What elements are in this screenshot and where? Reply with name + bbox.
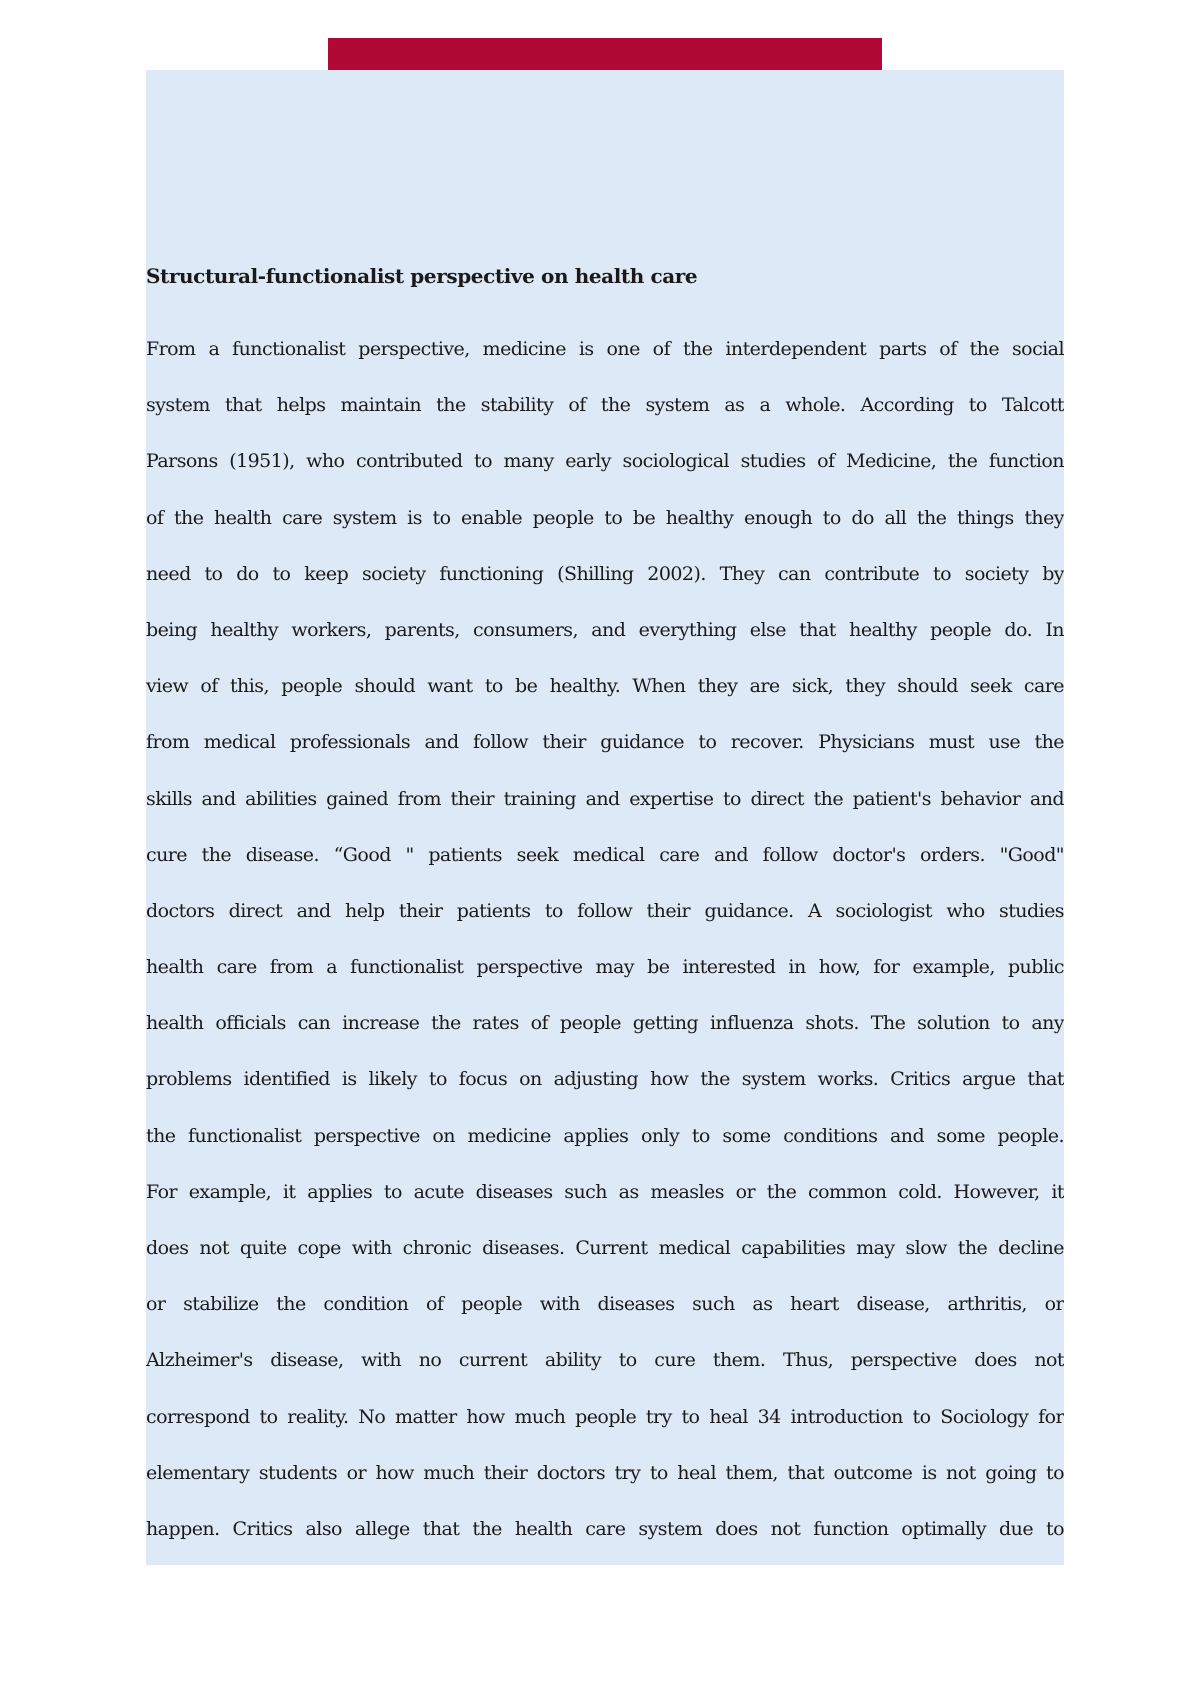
paragraph-line: need to do to keep society functioning (Shilling 2002). They can contribute to society by	[146, 562, 1064, 585]
paragraph-line: Alzheimer's disease, with no current ability to cure them. Thus, perspective does not	[146, 1349, 1064, 1372]
document-text-block	[146, 70, 1064, 1565]
paragraph-line: of the health care system is to enable people to be healthy enough to do all the things they	[146, 506, 1064, 529]
paragraph-line: For example, it applies to acute diseases such as measles or the common cold. However, it	[146, 1180, 1064, 1203]
paragraph-line: skills and abilities gained from their training and expertise to direct the patient's behavior and	[146, 787, 1064, 810]
paragraph-line: view of this, people should want to be healthy. When they are sick, they should seek care	[146, 675, 1064, 698]
paragraph-line: correspond to reality. No matter how much people try to heal 34 introduction to Sociology for	[146, 1405, 1064, 1428]
paragraph-line: health care from a functionalist perspective may be interested in how, for example, public	[146, 956, 1064, 979]
section-heading: Structural-functionalist perspective on health care	[146, 264, 698, 288]
paragraph-line: Parsons (1951), who contributed to many early sociological studies of Medicine, the function	[146, 450, 1064, 473]
paragraph-line: from medical professionals and follow their guidance to recover. Physicians must use the	[146, 731, 1064, 754]
body-paragraph	[146, 335, 1064, 1571]
header-accent-bar	[328, 38, 882, 70]
paragraph-line: From a functionalist perspective, medicine is one of the interdependent parts of the social	[146, 338, 1064, 360]
paragraph-line: problems identified is likely to focus on adjusting how the system works. Critics argue that	[146, 1068, 1064, 1091]
paragraph-line: or stabilize the condition of people with diseases such as heart disease, arthritis, or	[146, 1293, 1064, 1316]
paragraph-line: being healthy workers, parents, consumers, and everything else that healthy people do. In	[146, 618, 1064, 641]
paragraph-line: the functionalist perspective on medicine applies only to some conditions and some people.	[146, 1124, 1064, 1147]
paragraph-line: elementary students or how much their doctors try to heal them, that outcome is not going to	[146, 1461, 1064, 1484]
paragraph-line: cure the disease. “Good " patients seek medical care and follow doctor's orders. "Good"	[146, 843, 1064, 866]
paragraph-line: happen. Critics also allege that the health care system does not function optimally due to	[146, 1517, 1064, 1540]
paragraph-line: doctors direct and help their patients to follow their guidance. A sociologist who studies	[146, 899, 1064, 922]
paragraph-line: system that helps maintain the stability of the system as a whole. According to Talcott	[146, 394, 1064, 417]
paragraph-line: does not quite cope with chronic diseases. Current medical capabilities may slow the decline	[146, 1237, 1064, 1259]
paragraph-line: health officials can increase the rates of people getting influenza shots. The solution to any	[146, 1012, 1064, 1035]
